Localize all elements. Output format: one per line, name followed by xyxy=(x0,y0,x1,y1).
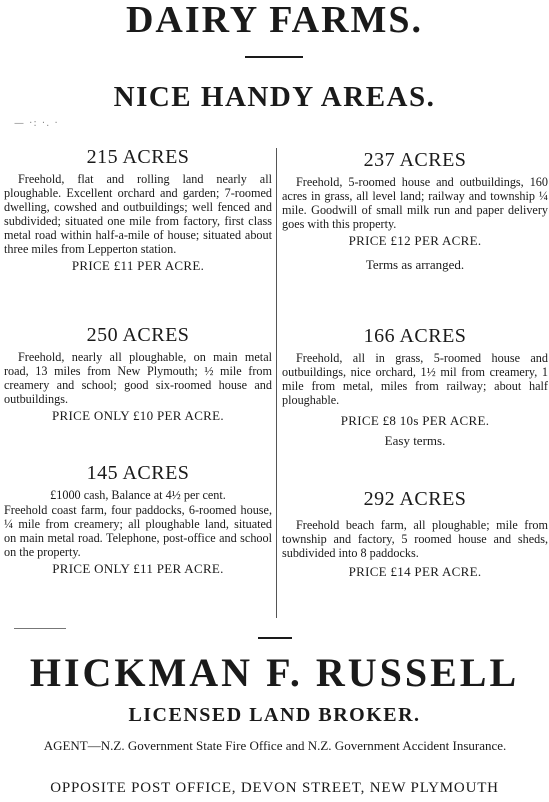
page-title: DAIRY FARMS. xyxy=(125,0,424,41)
right-column xyxy=(282,149,548,619)
listing-price: PRICE £12 PER ACRE. xyxy=(348,233,482,248)
listing-acres: 145 ACRES xyxy=(86,462,190,484)
listing-250-acres xyxy=(4,324,272,424)
divider-top xyxy=(245,56,303,58)
left-column xyxy=(4,146,272,618)
listing-description: Freehold coast farm, four paddocks, 6-roomed house, ¼ mile from creamery; all ploughable land, situated on main metal road. Telephone, post-office and school on the property. xyxy=(4,503,272,559)
listing-237-acres xyxy=(282,149,548,273)
listing-description: Freehold, flat and rolling land nearly all ploughable. Excellent orchard and garden; 7-roomed dwelling, cowshed and outbuildings; well fenced and subdivided; situated one mile from factory, first class metal road within half-a-mile of house; situated about three miles from Lepperton station. xyxy=(4,172,272,256)
listing-description: Freehold, all in grass, 5-roomed house and outbuildings, nice orchard, 1½ mil from creamery, 1 mile from metal, miles from railway; about half ploughable. xyxy=(282,351,548,407)
broker-title: LICENSED LAND BROKER. xyxy=(128,704,421,726)
listing-166-acres xyxy=(282,325,548,449)
listing-price: PRICE ONLY £11 PER ACRE. xyxy=(52,561,224,576)
listing-price: PRICE £8 10s PER ACRE. xyxy=(340,413,490,428)
listing-215-acres xyxy=(4,146,272,274)
office-address: OPPOSITE POST OFFICE, DEVON STREET, NEW PLYMOUTH xyxy=(50,780,499,796)
divider-bottom xyxy=(258,637,292,639)
listing-acres: 215 ACRES xyxy=(86,146,190,168)
listing-acres: 237 ACRES xyxy=(363,149,467,171)
listing-cash-terms: £1000 cash, Balance at 4½ per cent. xyxy=(50,488,226,502)
page-subtitle: NICE HANDY AREAS. xyxy=(113,81,436,113)
column-divider xyxy=(276,148,277,618)
print-smudge: — ·: ·. · xyxy=(14,118,59,129)
listing-acres: 250 ACRES xyxy=(86,324,190,346)
listing-acres: 292 ACRES xyxy=(363,488,467,510)
broker-name: HICKMAN F. RUSSELL xyxy=(29,650,520,695)
listing-145-acres xyxy=(4,462,272,577)
listing-terms: Terms as arranged. xyxy=(365,257,465,272)
listing-price: PRICE £14 PER ACRE. xyxy=(348,564,482,579)
listing-description: Freehold, nearly all ploughable, on main metal road, 13 miles from New Plymouth; ½ mile from creamery and school; good six-roomed house and outbuildings. xyxy=(4,350,272,406)
listing-292-acres xyxy=(282,488,548,580)
listing-terms: Easy terms. xyxy=(384,433,446,448)
smudge-mark xyxy=(14,628,66,629)
listing-price: PRICE £11 PER ACRE. xyxy=(71,258,205,273)
listing-price: PRICE ONLY £10 PER ACRE. xyxy=(52,408,224,423)
listing-description: Freehold, 5-roomed house and outbuildings, 160 acres in grass, all level land; railway and township ¼ mile. Goodwill of small milk run and paper delivery goes with this property. xyxy=(282,175,548,231)
listing-acres: 166 ACRES xyxy=(363,325,467,347)
listing-description: Freehold beach farm, all ploughable; mile from township and factory, 5 roomed house and sheds, subdivided into 8 paddocks. xyxy=(282,518,548,560)
agent-line: AGENT—N.Z. Government State Fire Office and N.Z. Government Accident Insurance. xyxy=(43,738,507,753)
